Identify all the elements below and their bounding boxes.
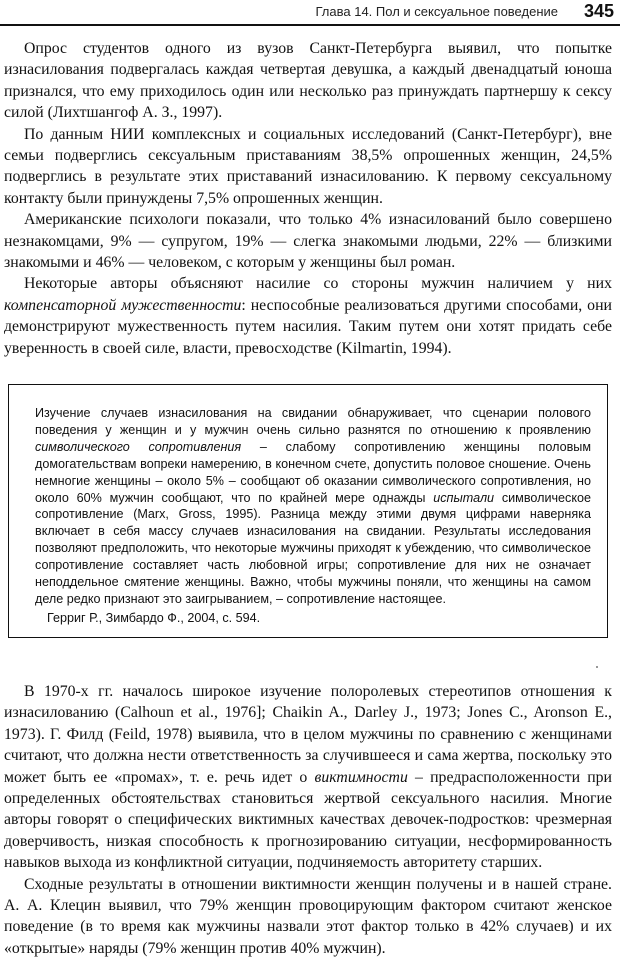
chapter-title: Глава 14. Пол и сексуальное поведение [315,4,558,19]
body-text-top [4,38,612,359]
italic-term: испытали [433,490,495,505]
quote-text: Изучение случаев изнасилования на свидании обнаруживает, что сценарии полового поведения у женщин и у мужчин очень сильно разнятся по отношению к проявлению символического сопротивления – слабому сопротивлению женщины половым домогательствам вопреки намерению, в конечном счете, допустить половое сношение. Очень немногие женщины – около 5% – сообщают об оказании символического сопротивления, но около 60% мужчин сообщают, что по крайней мере однажды испытали символическое сопротивление (Marx, Gross, 1995). Разница между этими двумя цифрами наверняка включает в себя массу случаев изнасилования на свидании. Результаты исследования позволяют предположить, что некоторые мужчины приходят к убеждению, что символическое сопротивление составляет часть любовной игры; сопротивление для них не означает неподдельное смятение женщины. Важно, чтобы мужчины поняли, что женщины на самом деле редко признают это заигрыванием, – сопротивление настоящее. [35,406,592,606]
page-number: 345 [583,1,614,21]
paragraph-5: В 1970-х гг. началось широкое изучение полоролевых стереотипов отношения к изнасилованию (Calhoun et al., 1976]; Chaikin A., Darley J., 1973; Jones C., Aronson E., 1973). Г. Филд (Feild, 1978) выявила, что в целом мужчины по сравнению с женщинами считают, что должна нести ответственность за случившееся и сама жертва, поскольку это может быть ее «промах», т. е. речь идет о виктимности – предрасположенности при определенных обстоятельствах становиться жертвой сексуального насилия. Многие авторы говорят о специфических виктимных качествах девочек-подростков: чрезмерная доверчивость, низкая способность к прогнозированию ситуации, несформированность навыков выхода из конфликтной ситуации, подчиняемость авторитету старших. [4,683,613,872]
italic-term: виктимности [314,768,408,786]
paragraph-3: Американские психологи показали, что только 4% изнасилований было совершено незнакомцами, 9% — супругом, 19% — слегка знакомыми людьми, 22% — близкими знакомыми и 46% — человеком, с которым у женщины был роман. [4,211,612,272]
italic-term: компенсаторной мужественности [4,296,242,314]
body-text-bottom [4,681,612,959]
italic-term: символического сопротивления [35,439,242,454]
paragraph-1: Опрос студентов одного из вузов Санкт-Петербурга выявил, что попытке изнасилования подвергалась каждая четвертая девушка, а каждый двенадцатый юноша признался, что ему приходилось один или несколько раз принуждать партнершу к сексу силой (Лихтшангоф А. З., 1997). [4,40,612,122]
quote-source: Герриг Р., Зимбардо Ф., 2004, с. 594. [47,611,261,625]
paragraph-2: По данным НИИ комплексных и социальных исследований (Санкт-Петербург), вне семьи подверглись сексуальным приставаниям 38,5% опрошенных женщин, 24,5% подверглись в результате этих приставаний изнасилованию. К первому сексуальному контакту были принуждены 7,5% опрошенных женщин. [4,125,612,207]
quote-box [8,384,608,638]
paragraph-6: Сходные результаты в отношении виктимности женщин получены и в нашей стране. А. А. Клецин выявил, что 79% женщин провоцирующим фактором считают женское поведение (в то время как мужчины назвали этот фактор только в 42% случаев) и их «открытые» наряды (79% женщин против 40% мужчин). [4,875,612,957]
running-header [0,0,620,26]
print-speck [596,666,598,668]
paragraph-4: Некоторые авторы объясняют насилие со стороны мужчин наличием у них компенсаторной мужественности: неспособные реализоваться другими способами, они демонстрируют мужественность путем насилия. Таким путем они хотят придать себе уверенность в своей силе, власти, превосходстве (Kilmartin, 1994). [4,275,612,357]
